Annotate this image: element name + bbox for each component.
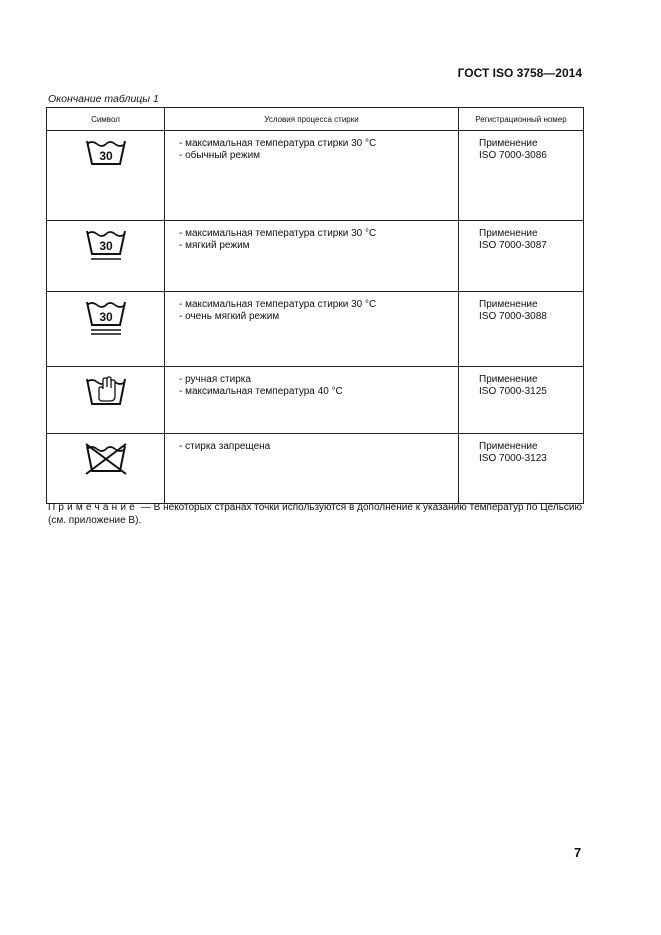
table-header-row xyxy=(47,108,584,131)
wash-symbols-table xyxy=(46,107,584,504)
reg-number: ISO 7000-3123 xyxy=(479,453,547,464)
table-note xyxy=(48,501,582,527)
condition-line: - ручная стирка xyxy=(179,374,251,385)
condition-line: - обычный режим xyxy=(179,150,261,161)
header-conditions: Условия процесса стирки xyxy=(165,108,459,131)
conditions-cell xyxy=(165,221,459,292)
header-symbol: Символ xyxy=(47,108,165,131)
wash-30-mild-icon xyxy=(84,229,128,263)
symbol-cell xyxy=(47,131,165,221)
table-caption: Окончание таблицы 1 xyxy=(48,93,159,105)
reg-number: ISO 7000-3086 xyxy=(479,150,547,161)
reg-cell xyxy=(459,221,584,292)
reg-cell xyxy=(459,131,584,221)
document-header: ГОСТ ISO 3758—2014 xyxy=(457,66,582,80)
hand-wash-icon xyxy=(84,375,128,409)
symbol-cell xyxy=(47,434,165,504)
page-number: 7 xyxy=(574,845,582,860)
conditions-cell xyxy=(165,131,459,221)
reg-label: Применение xyxy=(479,441,538,452)
conditions-cell xyxy=(165,434,459,504)
condition-line: - стирка запрещена xyxy=(179,441,271,452)
table-row xyxy=(47,221,584,292)
reg-number: ISO 7000-3125 xyxy=(479,386,547,397)
condition-line: - максимальная температура стирки 30 °С xyxy=(179,228,377,239)
conditions-cell xyxy=(165,367,459,434)
reg-label: Применение xyxy=(479,374,538,385)
reg-cell xyxy=(459,434,584,504)
header-reg-number: Регистрационный номер xyxy=(459,108,584,131)
symbol-cell xyxy=(47,367,165,434)
do-not-wash-icon xyxy=(83,442,129,476)
condition-line: - максимальная температура 40 °С xyxy=(179,386,343,397)
condition-line: - мягкий режим xyxy=(179,240,250,251)
wash-30-icon xyxy=(84,139,128,169)
reg-label: Применение xyxy=(479,299,538,310)
reg-cell xyxy=(459,367,584,434)
conditions-cell xyxy=(165,292,459,367)
symbol-cell xyxy=(47,292,165,367)
reg-number: ISO 7000-3088 xyxy=(479,311,547,322)
condition-line: - максимальная температура стирки 30 °С xyxy=(179,299,377,310)
table-row xyxy=(47,131,584,221)
reg-label: Применение xyxy=(479,138,538,149)
table-row xyxy=(47,292,584,367)
condition-line: - очень мягкий режим xyxy=(179,311,280,322)
reg-label: Применение xyxy=(479,228,538,239)
temp-label: 30 xyxy=(98,310,113,324)
temp-label: 30 xyxy=(98,239,113,253)
symbol-cell xyxy=(47,221,165,292)
temp-label: 30 xyxy=(98,149,113,163)
reg-cell xyxy=(459,292,584,367)
table-row xyxy=(47,434,584,504)
reg-number: ISO 7000-3087 xyxy=(479,240,547,251)
note-label: Примечание xyxy=(48,502,138,513)
note-text: — В некоторых странах точки используются в дополнение к указанию температур по Цельсию (см. приложение В). xyxy=(48,502,582,526)
wash-30-very-mild-icon xyxy=(84,300,128,338)
condition-line: - максимальная температура стирки 30 °С xyxy=(179,138,377,149)
table-row xyxy=(47,367,584,434)
